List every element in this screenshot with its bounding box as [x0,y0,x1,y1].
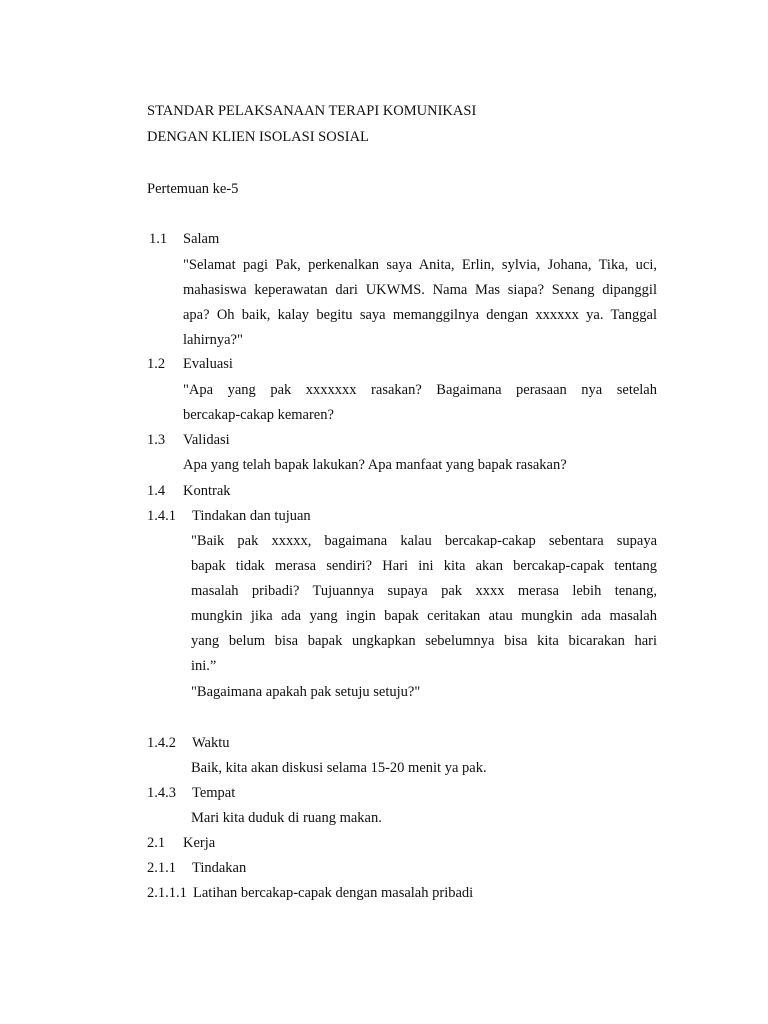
section-1-3-number: 1.3 [147,432,166,448]
section-1-4-1-number: 1.4.1 [147,508,176,524]
section-1-4-3-number: 1.4.3 [147,785,176,801]
document-title-line-2: DENGAN KLIEN ISOLASI SOSIAL [147,129,369,145]
section-1-4-1-text-line: yang belum bisa bapak ungkapkan sebelumnya bisa kita bicarakan hari [191,633,657,649]
section-1-3-heading: Validasi [183,432,230,448]
section-1-4-2-number: 1.4.2 [147,735,176,751]
section-1-4-3-text-line: Mari kita duduk di ruang makan. [191,810,382,826]
section-2-1-1-1-heading: Latihan bercakap-capak dengan masalah pribadi [193,885,474,901]
meeting-label: Pertemuan ke-5 [147,181,239,197]
section-1-4-1-text-line: ini.” [191,658,217,674]
section-1-4-2-text-line: Baik, kita akan diskusi selama 15-20 menit ya pak. [191,760,487,776]
section-2-1-1-1-number: 2.1.1.1 [147,885,187,901]
section-1-4-1-text-line: "Bagaimana apakah pak setuju setuju?" [191,684,421,700]
section-1-4-1-text-line: bapak tidak merasa sendiri? Hari ini kita akan bercakap-capak tentang [191,558,657,574]
section-1-1-text-line: apa? Oh baik, kalay begitu saya memanggilnya dengan xxxxxx ya. Tanggal [183,307,657,323]
document-title-line-1: STANDAR PELAKSANAAN TERAPI KOMUNIKASI [147,103,477,119]
section-1-4-1-text-line: "Baik pak xxxxx, bagaimana kalau bercakap-cakap sebentara supaya [191,533,657,549]
section-1-4-1-text-line: mungkin jika ada yang ingin bapak ceritakan atau mungkin ada masalah [191,608,657,624]
section-1-4-3-heading: Tempat [192,785,236,801]
section-2-1-number: 2.1 [147,835,166,851]
section-1-2-number: 1.2 [147,356,166,372]
section-1-4-1-text-line: masalah pribadi? Tujuannya supaya pak xxxx merasa lebih tenang, [191,583,657,599]
section-1-4-number: 1.4 [147,483,166,499]
section-1-4-heading: Kontrak [183,483,231,499]
section-1-1-heading: Salam [183,231,220,247]
section-1-4-1-heading: Tindakan dan tujuan [192,508,311,524]
section-2-1-heading: Kerja [183,835,216,851]
section-1-1-number: 1.1 [149,231,168,247]
section-2-1-1-number: 2.1.1 [147,860,176,876]
section-1-2-heading: Evaluasi [183,356,233,372]
section-1-1-text-line: "Selamat pagi Pak, perkenalkan saya Anita, Erlin, sylvia, Johana, Tika, uci, [183,257,657,273]
section-1-3-text-line: Apa yang telah bapak lakukan? Apa manfaat yang bapak rasakan? [183,457,567,473]
section-1-4-2-heading: Waktu [192,735,230,751]
section-1-2-text-line: bercakap-cakap kemaren? [183,407,334,423]
section-1-1-text-line: mahasiswa keperawatan dari UKWMS. Nama Mas siapa? Senang dipanggil [183,282,657,298]
section-1-1-text-line: lahirnya?" [183,332,243,348]
section-2-1-1-heading: Tindakan [192,860,247,876]
section-1-2-text-line: "Apa yang pak xxxxxxx rasakan? Bagaimana perasaan nya setelah [183,382,657,398]
